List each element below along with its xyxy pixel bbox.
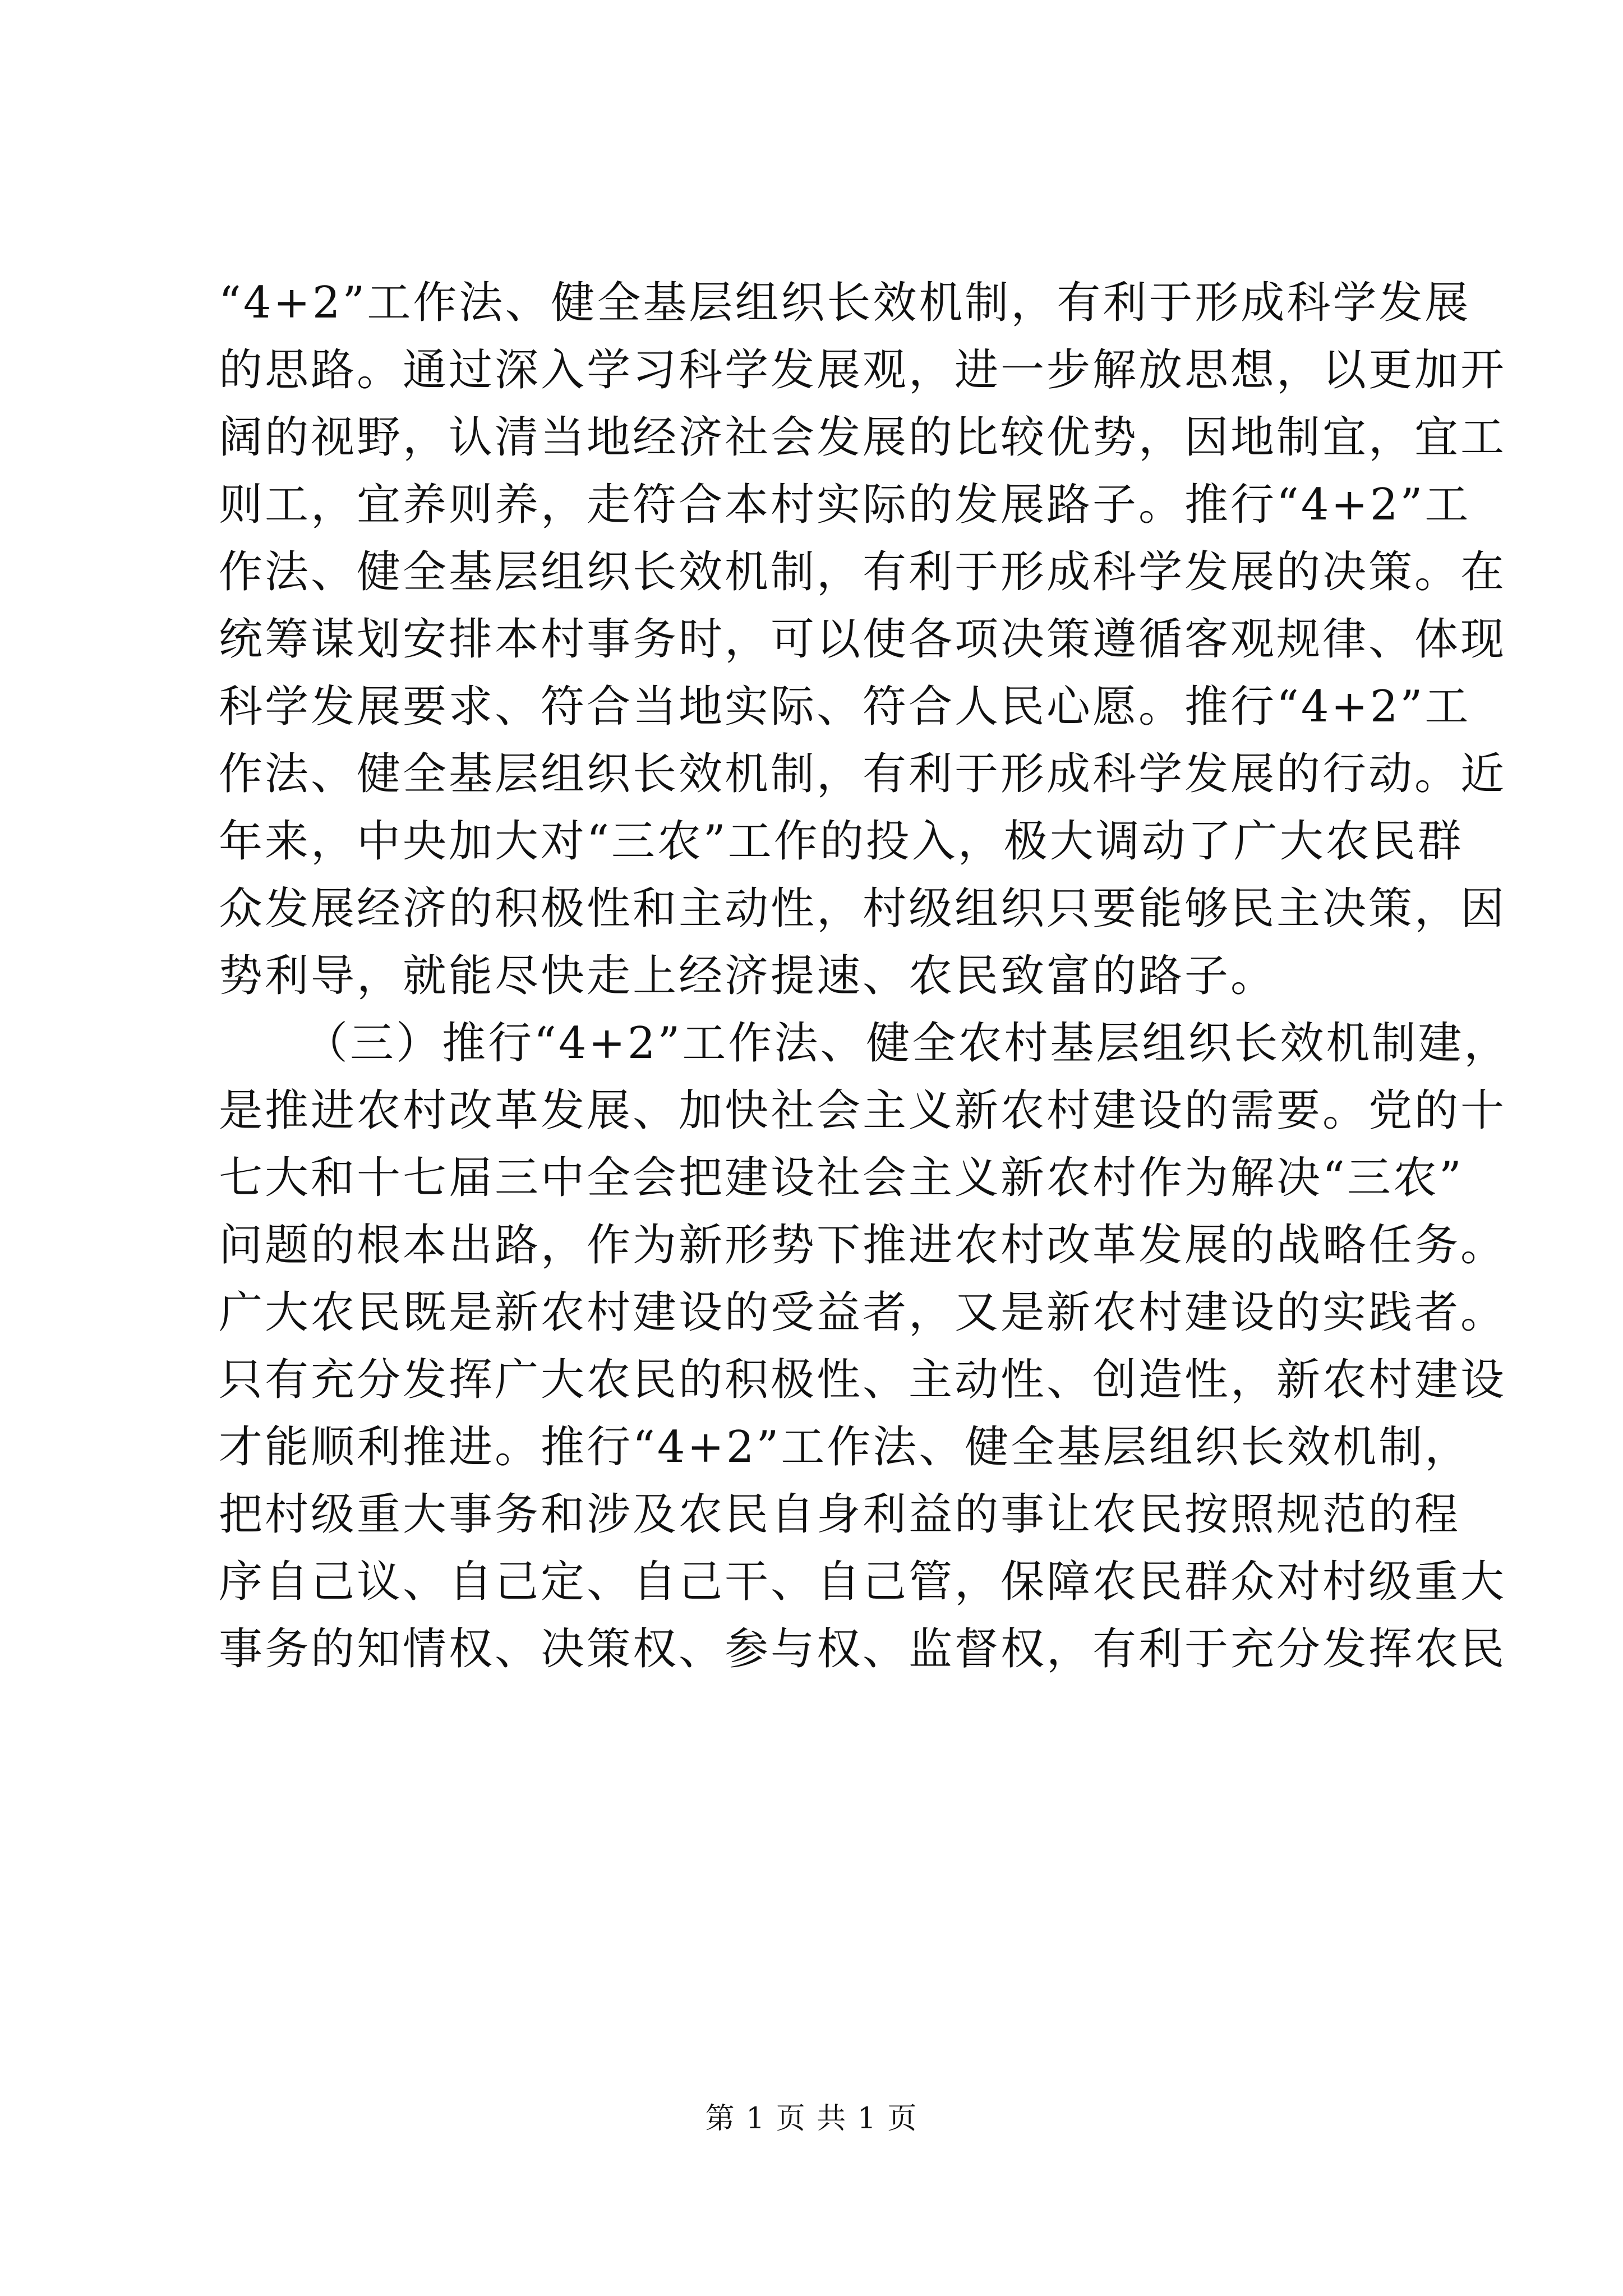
text-line: 问题的根本出路，作为新形势下推进农村改革发展的战略任务。 xyxy=(219,1220,1507,1271)
text-line: 七大和十七届三中全会把建设社会主义新农村作为解决“三农” xyxy=(219,1153,1464,1203)
text-line: 统筹谋划安排本村事务时，可以使各项决策遵循客观规律、体现 xyxy=(219,614,1507,665)
text-line: 才能顺利推进。推行“4+2”工作法、健全基层组织长效机制， xyxy=(219,1422,1471,1473)
page-footer xyxy=(0,2099,1623,2138)
text-line: 科学发展要求、符合当地实际、符合人民心愿。推行“4+2”工 xyxy=(219,682,1471,732)
text-line: 年来，中央加大对“三农”工作的投入，极大调动了广大农民群 xyxy=(219,816,1464,867)
text-line: 则工，宜养则养，走符合本村实际的发展路子。推行“4+2”工 xyxy=(219,480,1471,530)
text-line: 广大农民既是新农村建设的受益者，又是新农村建设的实践者。 xyxy=(219,1287,1507,1338)
text-line: 作法、健全基层组织长效机制，有利于形成科学发展的行动。近 xyxy=(219,749,1507,799)
text-line: 只有充分发挥广大农民的积极性、主动性、创造性，新农村建设 xyxy=(219,1355,1507,1405)
text-line: 事务的知情权、决策权、参与权、监督权，有利于充分发挥农民 xyxy=(219,1624,1507,1674)
text-line: “4+2”工作法、健全基层组织长效机制，有利于形成科学发展 xyxy=(219,278,1471,328)
text-line: 的思路。通过深入学习科学发展观，进一步解放思想，以更加开 xyxy=(219,345,1507,395)
text-line: 是推进农村改革发展、加快社会主义新农村建设的需要。党的十 xyxy=(219,1085,1507,1136)
text-line: 把村级重大事务和涉及农民自身利益的事让农民按照规范的程 xyxy=(219,1489,1461,1540)
text-line: 势利导，就能尽快走上经济提速、农民致富的路子。 xyxy=(219,951,1277,1001)
text-line: 作法、健全基层组织长效机制，有利于形成科学发展的决策。在 xyxy=(219,547,1507,597)
text-line: 序自己议、自己定、自己干、自己管，保障农民群众对村级重大 xyxy=(219,1557,1507,1607)
body-text xyxy=(219,269,1510,1683)
page-number-label: 第 1 页 共 1 页 xyxy=(705,2102,918,2136)
text-line: 阔的视野，认清当地经济社会发展的比较优势，因地制宜，宜工 xyxy=(219,412,1507,463)
text-line: 众发展经济的积极性和主动性，村级组织只要能够民主决策，因 xyxy=(219,884,1507,934)
paragraph-start-line: （三）推行“4+2”工作法、健全农村基层组织长效机制建， xyxy=(304,1018,1510,1069)
